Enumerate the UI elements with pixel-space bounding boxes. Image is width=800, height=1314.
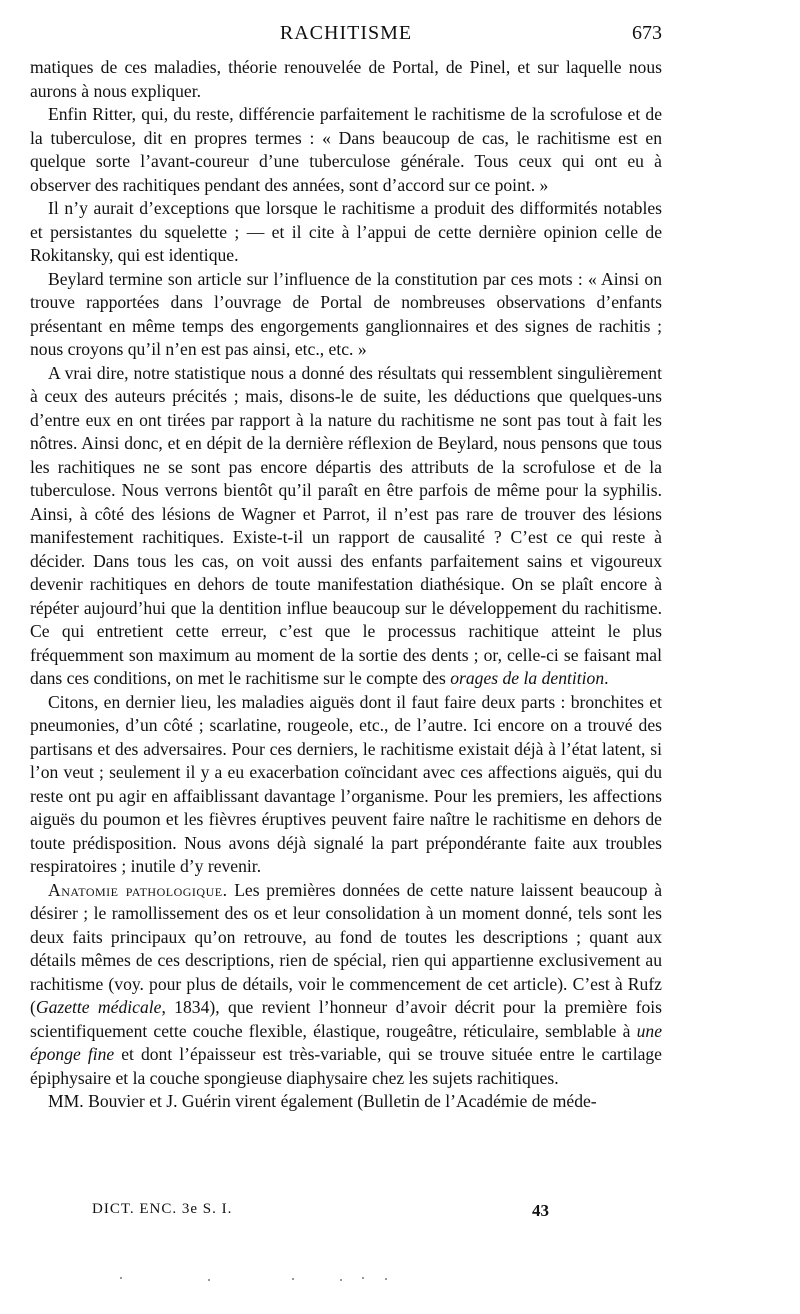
paragraph-text: , 1834), que revient l’honneur d’avoir décrit pour la première fois scientifiquement cette couche flexible, élastique, rougeâtre, réticulaire, semblable à xyxy=(30,997,662,1041)
italic-text: orages de la dentition xyxy=(450,668,605,688)
paragraph-text: Les premières données de cette nature laissent beaucoup à désirer ; le ramollissement des os et leur consolidation à un moment donné, tels sont les deux faits principaux qu’on retrouve, au fond de toutes les descriptions ; quant aux détails mêmes de ces descriptions, rien de spécial, rien qui appartienne exclusivement au rachitisme (voy. pour plus de détails, voir le commencement de cet article). C’est à Rufz ( xyxy=(30,879,663,1017)
paragraph-text: matiques de ces maladies, théorie renouvelée de Portal, de Pinel, et sur laquelle nous aurons à nous expliquer. xyxy=(30,57,662,101)
paragraph-text: Enfin Ritter, qui, du reste, différencie parfaitement le rachitisme de la scrofulose et de la tuberculose, dit en propres termes : « Dans beaucoup de cas, le rachitisme est en quelque sorte l’avant-coureur d’une tuberculose générale. Tous ceux qui ont eu à observer des rachitiques pendant des années, sont d’accord sur ce point. » xyxy=(30,104,662,195)
running-head xyxy=(30,22,662,48)
paragraph-text: . xyxy=(604,668,609,688)
paragraph xyxy=(30,268,662,362)
paragraph-text: MM. Bouvier et J. Guérin virent également (Bulletin de l’Académie de méde- xyxy=(48,1091,597,1111)
italic-text: Gazette médicale xyxy=(35,997,162,1017)
scan-speck xyxy=(340,1279,342,1281)
scan-speck xyxy=(292,1278,294,1280)
body-text xyxy=(30,56,662,1114)
paragraph xyxy=(30,197,662,268)
printer-signature: DICT. ENC. 3e S. I. xyxy=(92,1201,233,1217)
scan-speck xyxy=(208,1279,210,1281)
paragraph xyxy=(30,103,662,197)
sheet-number: 43 xyxy=(532,1201,549,1220)
paragraph xyxy=(30,56,662,103)
italic-text: une éponge fine xyxy=(30,1020,662,1064)
paragraph-text: Il n’y aurait d’exceptions que lorsque le rachitisme a produit des difformités notables et persistantes du squelette ; — et il cite à l’appui de cette dernière opinion celle de Rokitansky, qui est identique. xyxy=(30,198,662,265)
scan-speck xyxy=(385,1278,387,1280)
paragraph-text: Citons, en dernier lieu, les maladies aiguës dont il faut faire deux parts : bronchites et pneumonies, d’un côté ; scarlatine, rougeole, etc., de l’autre. Ici encore on a trouvé des partisans et des adversaires. Pour ces derniers, le rachitisme existait déjà à l’état latent, si l’on veut ; seulement il y a eu exacerbation coïncidant avec ces affections aiguës, qui du reste ont pu agir en affaiblissant davantage l’organisme. Pour les premiers, les affections aiguës du poumon et les fièvres éruptives peuvent faire naître le rachitisme en dehors de toute prédisposition. Nous avons déjà signalé la part prépondérante faite aux troubles respiratoires ; inutile d’y revenir. xyxy=(30,691,662,876)
scan-speck xyxy=(120,1277,122,1279)
page-footer xyxy=(92,1201,592,1225)
scan-speck xyxy=(362,1277,364,1279)
section-heading: Anatomie pathologique. xyxy=(48,879,228,900)
running-title: RACHITISME xyxy=(279,22,413,44)
paragraph xyxy=(30,1090,662,1114)
page-number: 673 xyxy=(632,22,662,44)
paragraph xyxy=(30,362,662,691)
paragraph-text: et dont l’épaisseur est très-variable, qui se trouve située entre le cartilage épiphysaire et la couche spongieuse diaphysaire chez les sujets rachitiques. xyxy=(30,1044,662,1088)
paragraph xyxy=(30,691,662,879)
paragraph-text: A vrai dire, notre statistique nous a donné des résultats qui ressemblent singulièrement à ceux des auteurs précités ; mais, disons-le de suite, les déductions que quelques-uns d’entre eux en ont tirées par rapport à la nature du rachitisme ne sont pas tout à fait les nôtres. Ainsi donc, et en dépit de la dernière réflexion de Beylard, nous pensons que tous les rachitiques ne se sont pas encore départis des attributs de la scrofulose et de la tuberculose. Nous verrons bientôt qu’il paraît en être parfois de même pour la syphilis. Ainsi, à côté des lésions de Wagner et Parrot, il n’est pas rare de trouver des lésions manifestement rachitiques. Existe-t-il un rapport de causalité ? C’est ce qui reste à décider. Dans tous les cas, on voit aussi des enfants parfaitement sains et vigoureux devenir rachitiques en dehors de toute manifestation diathésique. On se plaît encore à répéter aujourd’hui que la dentition influe beaucoup sur le développement du rachitisme. Ce qui entretient cette erreur, c’est que le processus rachitique atteint le plus fréquemment son maximum au moment de la sortie des dents ; or, celle-ci se faisant mal dans ces conditions, on met le rachitisme sur le compte des xyxy=(30,362,662,688)
paragraph-text: Beylard termine son article sur l’influence de la constitution par ces mots : « Ainsi on trouve rapportées dans l’ouvrage de Portal de nombreuses observations d’enfants présentant en même temps des engorgements ganglionnaires et des signes de rachitis ; nous croyons qu’il n’en est pas ainsi, etc., etc. » xyxy=(30,268,662,359)
paragraph xyxy=(30,879,662,1091)
